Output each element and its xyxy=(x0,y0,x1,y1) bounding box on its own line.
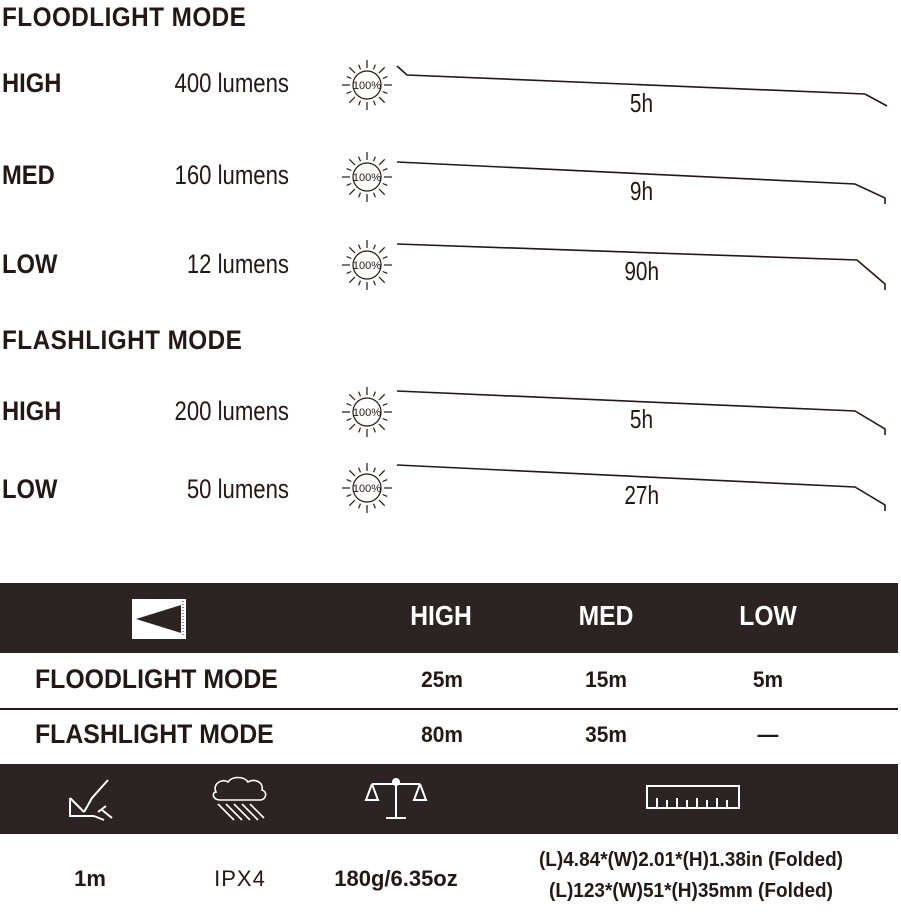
flood-lumens-low: 12 lumens xyxy=(186,249,289,279)
sun-ray xyxy=(349,159,355,165)
column-header-med: MED xyxy=(578,600,634,631)
sun-ray xyxy=(347,184,352,186)
sun-ray xyxy=(349,500,355,506)
sun-ray xyxy=(359,157,361,162)
flash-runtime-low: 27h xyxy=(624,480,660,510)
sun-ray xyxy=(379,470,385,476)
spec-weight-value: 180g/6.35oz xyxy=(334,866,458,891)
sun-ray xyxy=(383,169,388,171)
spec-impact-value: 1m xyxy=(74,866,106,891)
sun-ray xyxy=(374,193,376,198)
sun-ray xyxy=(379,159,385,165)
sun-ray xyxy=(347,480,352,482)
sun-ray xyxy=(379,247,385,253)
sun-ray xyxy=(379,424,385,430)
spec-dimensions-in: (L)4.84*(W)2.01*(H)1.38in (Folded) xyxy=(538,849,844,871)
sun-ray xyxy=(379,500,385,506)
svg-text:100%: 100% xyxy=(352,407,382,419)
sun-ray xyxy=(374,101,376,106)
sun-ray xyxy=(374,65,376,70)
flood-runtime-low: 90h xyxy=(624,256,660,286)
sun-ray xyxy=(374,281,376,286)
sun-ray xyxy=(349,394,355,400)
svg-text:100%: 100% xyxy=(352,172,382,184)
sun-ray xyxy=(347,77,352,79)
floodlight-mode-heading: FLOODLIGHT MODE xyxy=(2,2,247,32)
sun-ray xyxy=(347,419,352,421)
sun-ray xyxy=(374,245,376,250)
flood-level-med: MED xyxy=(2,160,55,190)
sun-ray xyxy=(349,189,355,195)
sun-ray xyxy=(383,184,388,186)
distance-flood-high: 25m xyxy=(421,667,463,692)
flashlight-mode-heading: FLASHLIGHT MODE xyxy=(2,325,243,355)
sun-ray xyxy=(374,392,376,397)
flash-lumens-high: 200 lumens xyxy=(174,396,289,426)
sun-ray xyxy=(347,272,352,274)
sun-ray xyxy=(374,428,376,433)
flash-runtime-high: 5h xyxy=(629,404,654,434)
sun-ray xyxy=(359,468,361,473)
sun-ray xyxy=(349,67,355,73)
table-divider xyxy=(0,708,898,710)
sun-ray xyxy=(359,428,361,433)
sun-ray xyxy=(349,470,355,476)
sun-ray xyxy=(349,424,355,430)
sun-ray xyxy=(383,480,388,482)
distance-row-label-floodlight: FLOODLIGHT MODE xyxy=(35,664,278,694)
sun-ray xyxy=(383,419,388,421)
sun-ray xyxy=(359,504,361,509)
sun-ray xyxy=(383,77,388,79)
sun-ray xyxy=(347,169,352,171)
sun-ray xyxy=(379,277,385,283)
sun-ray xyxy=(379,189,385,195)
flash-lumens-low: 50 lumens xyxy=(186,474,289,504)
flood-lumens-med: 160 lumens xyxy=(174,160,289,190)
sun-ray xyxy=(359,245,361,250)
runtime-curve-flood-high xyxy=(335,56,895,118)
sun-ray xyxy=(383,404,388,406)
svg-text:100%: 100% xyxy=(352,483,382,495)
sun-ray xyxy=(349,247,355,253)
flood-level-high: HIGH xyxy=(2,68,62,98)
distance-table-header xyxy=(0,583,898,653)
runtime-curve-flood-low xyxy=(335,236,895,298)
sun-ray xyxy=(383,272,388,274)
spec-water-value: IPX4 xyxy=(214,866,266,891)
distance-flash-high: 80m xyxy=(421,722,463,747)
sun-ray xyxy=(374,157,376,162)
sun-badge-icon xyxy=(342,463,392,513)
rain-cloud-icon xyxy=(208,774,272,824)
flood-runtime-med: 9h xyxy=(629,176,654,206)
distance-flash-low: — xyxy=(757,722,779,747)
sun-ray xyxy=(383,495,388,497)
runtime-curve-flash-high xyxy=(335,383,895,445)
ruler-icon xyxy=(645,784,741,812)
svg-text:100%: 100% xyxy=(352,260,382,272)
sun-ray xyxy=(347,404,352,406)
distance-flood-med: 15m xyxy=(585,667,627,692)
sun-ray xyxy=(359,193,361,198)
svg-text:100%: 100% xyxy=(352,80,382,92)
sun-ray xyxy=(359,101,361,106)
column-header-high: HIGH xyxy=(410,600,472,631)
sun-badge-icon xyxy=(342,240,392,290)
sun-ray xyxy=(383,257,388,259)
sun-ray xyxy=(383,92,388,94)
balance-scale-icon xyxy=(364,774,428,824)
impact-resistance-icon xyxy=(64,776,116,824)
sun-ray xyxy=(347,495,352,497)
beam-distance-icon xyxy=(131,597,187,641)
runtime-curve-flood-med xyxy=(335,148,895,210)
sun-ray xyxy=(379,97,385,103)
sun-badge-icon xyxy=(342,60,392,110)
column-header-low: LOW xyxy=(739,600,797,631)
distance-flood-low: 5m xyxy=(752,667,784,692)
sun-ray xyxy=(347,257,352,259)
flood-runtime-high: 5h xyxy=(629,88,654,118)
sun-ray xyxy=(349,277,355,283)
sun-badge-icon xyxy=(342,152,392,202)
sun-ray xyxy=(379,67,385,73)
distance-flash-med: 35m xyxy=(585,722,627,747)
sun-ray xyxy=(374,468,376,473)
sun-ray xyxy=(359,65,361,70)
flash-level-low: LOW xyxy=(2,474,58,504)
sun-ray xyxy=(374,504,376,509)
flood-level-low: LOW xyxy=(2,249,58,279)
spec-dimensions-mm: (L)123*(W)51*(H)35mm (Folded) xyxy=(549,880,833,902)
flood-lumens-high: 400 lumens xyxy=(174,68,289,98)
sun-ray xyxy=(359,281,361,286)
flash-level-high: HIGH xyxy=(2,396,62,426)
runtime-curve-flash-low xyxy=(335,459,895,521)
distance-row-label-flashlight: FLASHLIGHT MODE xyxy=(35,719,274,749)
sun-badge-icon xyxy=(342,387,392,437)
sun-ray xyxy=(379,394,385,400)
sun-ray xyxy=(359,392,361,397)
spec-icon-bar xyxy=(0,764,898,834)
sun-ray xyxy=(349,97,355,103)
sun-ray xyxy=(347,92,352,94)
